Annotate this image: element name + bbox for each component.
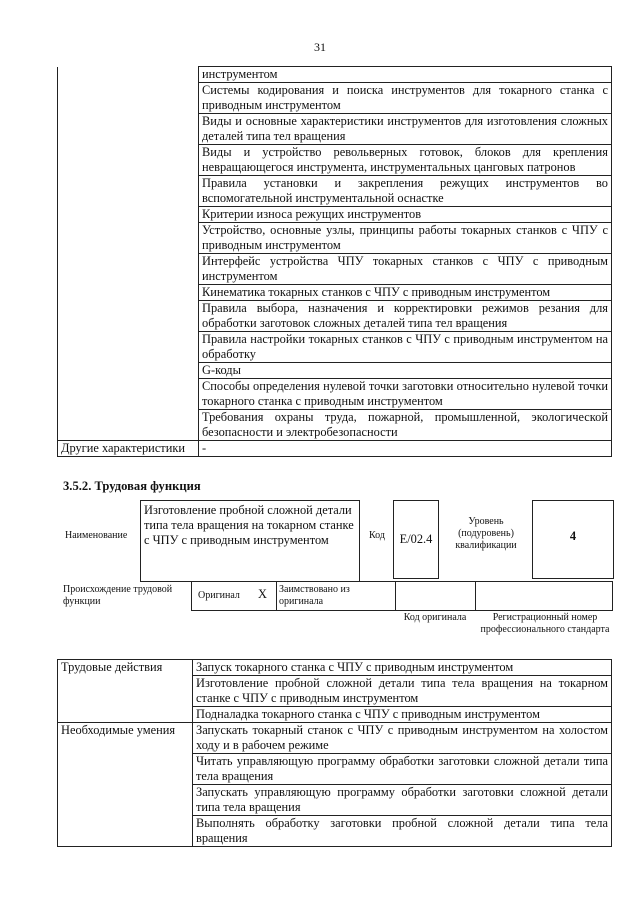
table-row bbox=[58, 83, 612, 114]
table-row bbox=[58, 332, 612, 363]
reg-number-cell bbox=[475, 581, 613, 611]
row-label bbox=[58, 379, 199, 410]
table-row bbox=[58, 723, 612, 754]
page-number: 31 bbox=[314, 40, 326, 54]
row-label bbox=[58, 145, 199, 176]
row-label: Другие характеристики bbox=[58, 441, 199, 457]
row-label bbox=[58, 176, 199, 207]
row-value: - bbox=[199, 441, 612, 457]
group-item: Изготовление пробной сложной детали типа тела вращения на токарном станке с ЧПУ с приводным инструментом bbox=[193, 676, 612, 707]
borrowed-label: Заимствовано из оригинала bbox=[279, 584, 350, 607]
row-value: Системы кодирования и поиска инструментов для токарного станка с приводным инструментом bbox=[199, 83, 612, 114]
row-label bbox=[58, 363, 199, 379]
group-label: Трудовые действия bbox=[58, 660, 193, 723]
group-item: Подналадка токарного станка с ЧПУ с приводным инструментом bbox=[193, 707, 612, 723]
level-value: 4 bbox=[532, 500, 614, 579]
table-row bbox=[58, 145, 612, 176]
table-row bbox=[58, 67, 612, 83]
origin-label: Происхождение трудовой функции bbox=[63, 584, 173, 607]
row-label bbox=[58, 332, 199, 363]
table-row bbox=[58, 223, 612, 254]
group-item: Запускать управляющую программу обработки заготовки сложной детали типа тела вращения bbox=[193, 785, 612, 816]
group-item: Читать управляющую программу обработки заготовки сложной детали типа тела вращения bbox=[193, 754, 612, 785]
knowledge-table bbox=[57, 66, 612, 457]
row-label bbox=[58, 254, 199, 285]
table-row bbox=[58, 176, 612, 207]
table-row bbox=[58, 441, 612, 457]
original-label: Оригинал bbox=[198, 590, 240, 601]
row-value: Правила установки и закрепления режущих инструментов во вспомогательной инструментальной оснастке bbox=[199, 176, 612, 207]
row-label bbox=[58, 207, 199, 223]
row-value: Устройство, основные узлы, принципы работы токарных станков с ЧПУ с приводным инструментом bbox=[199, 223, 612, 254]
orig-code-cell bbox=[395, 581, 476, 611]
table-row bbox=[58, 285, 612, 301]
table-row bbox=[58, 301, 612, 332]
level-label: Уровень (подуровень) квалификации bbox=[455, 516, 517, 551]
group-item: Выполнять обработку заготовки пробной сложной детали типа тела вращения bbox=[193, 816, 612, 847]
row-value: Виды и основные характеристики инструментов для изготовления сложных деталей типа тел вращения bbox=[199, 114, 612, 145]
row-label bbox=[58, 67, 199, 83]
table-row bbox=[58, 363, 612, 379]
row-value: Способы определения нулевой точки заготовки относительно нулевой точки токарного станка с приводным инструментом bbox=[199, 379, 612, 410]
table-row bbox=[58, 660, 612, 676]
row-label bbox=[58, 223, 199, 254]
group-item: Запуск токарного станка с ЧПУ с приводным инструментом bbox=[193, 660, 612, 676]
reg-number-label: Регистрационный номер профессионального стандарта bbox=[480, 612, 610, 635]
row-value: инструментом bbox=[199, 67, 612, 83]
row-value: Требования охраны труда, пожарной, промышленной, экологической безопасности и электробезопасности bbox=[199, 410, 612, 441]
borrowed-cell bbox=[275, 581, 396, 611]
section-heading: 3.5.2. Трудовая функция bbox=[63, 479, 201, 493]
row-value: Правила настройки токарных станков с ЧПУ с приводным инструментом на обработку bbox=[199, 332, 612, 363]
row-label bbox=[58, 301, 199, 332]
group-item: Запускать токарный станок с ЧПУ с приводным инструментом на холостом ходу и в рабочем режиме bbox=[193, 723, 612, 754]
row-value: G-коды bbox=[199, 363, 612, 379]
row-value: Кинематика токарных станков с ЧПУ с приводным инструментом bbox=[199, 285, 612, 301]
name-label: Наименование bbox=[65, 530, 128, 541]
row-label bbox=[58, 410, 199, 441]
orig-code-label: Код оригинала bbox=[403, 612, 467, 623]
table-row bbox=[58, 254, 612, 285]
row-value: Критерии износа режущих инструментов bbox=[199, 207, 612, 223]
row-value: Правила выбора, назначения и корректировки режимов резания для обработки заготовок сложных деталей типа тел вращения bbox=[199, 301, 612, 332]
code-value: E/02.4 bbox=[393, 500, 439, 579]
row-value: Виды и устройство револьверных готовок, блоков для крепления невращающегося инструмента, инструментальных цанговых патронов bbox=[199, 145, 612, 176]
code-label: Код bbox=[369, 530, 385, 541]
table-row bbox=[58, 207, 612, 223]
row-value: Интерфейс устройства ЧПУ токарных станков с ЧПУ с приводным инструментом bbox=[199, 254, 612, 285]
row-label bbox=[58, 83, 199, 114]
name-value: Изготовление пробной сложной детали типа тела вращения на токарном станке с ЧПУ с приводным инструментом bbox=[140, 500, 360, 582]
table-row bbox=[58, 410, 612, 441]
table-row bbox=[58, 114, 612, 145]
row-label bbox=[58, 114, 199, 145]
table-row bbox=[58, 379, 612, 410]
original-cell bbox=[191, 581, 277, 611]
group-label: Необходимые умения bbox=[58, 723, 193, 847]
labor-actions-table bbox=[57, 659, 612, 847]
original-mark: X bbox=[258, 587, 267, 601]
row-label bbox=[58, 285, 199, 301]
